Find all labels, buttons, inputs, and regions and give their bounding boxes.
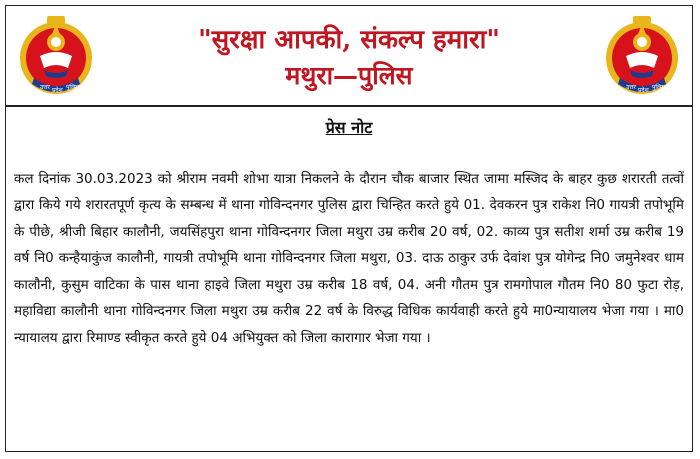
letterhead [6,6,692,107]
svg-text:पुलिस: पुलिस [66,84,80,91]
up-police-emblem-icon [14,12,98,102]
svg-text:प्रदेश: प्रदेश [52,87,63,94]
document-title [6,116,692,138]
up-police-emblem-icon [600,12,684,102]
svg-text:उत्तर: उत्तर [626,84,636,91]
press-note-frame [5,5,693,452]
svg-text:पुलिस: पुलिस [652,84,666,91]
slogan: "सुरक्षा आपकी, संकल्प हमारा" [198,25,500,55]
press-note-body: कल दिनांक 30.03.2023 को श्रीराम नवमी शोभा यात्रा निकलने के दौरान चौक बाजार स्थित जामा मस्जिद के बाहर कुछ शरारती तत्वों द्वारा किये गये शरारतपूर्ण कृत्य के सम्बन्ध में थाना गोविन्दनगर पुलिस द्वारा चिन्हित करते हुये 01. देवकरन पुत्र राकेश नि0 गायत्री तपोभूमि के पीछे, श्रीजी बिहार कालौनी, जयसिंहपुरा थाना गोविन्दनगर जिला मथुरा उम्र करीब 20 वर्ष, 02. काव्य पुत्र सतीश शर्मा उम्र करीब 19 वर्ष नि0 कन्हैयाकुंज कालौनी, गायत्री तपोभूमि थाना गोविन्दनगर जिला मथुरा, 03. दाऊ ठाकुर उर्फ देवांश पुत्र योगेन्द्र नि0 जमुनेश्वर धाम कालौनी, कुसुम वाटिका के पास थाना हाइवे जिला मथुरा उम्र करीब 18 वर्ष, 04. अनी गौतम पुत्र रामगोपाल गौतम नि0 80 फुटा रोड़, महाविद्या कालौनी थाना गोविन्दनगर जिला मथुरा उम्र करीब 22 वर्ष के विरुद्ध विधिक कार्यवाही करते हुये मा0न्यायालय भेजा गया । मा0 न्यायालय द्वारा रिमाण्ड स्वीकृत करते हुये 04 अभियुक्त को जिला कारागार भेजा गया । [14,170,684,346]
svg-text:प्रदेश: प्रदेश [638,87,649,94]
document-title-text: प्रेस नोट [325,118,373,137]
svg-text:उत्तर: उत्तर [40,84,50,91]
police-unit-name: मथुरा—पुलिस [285,61,413,90]
